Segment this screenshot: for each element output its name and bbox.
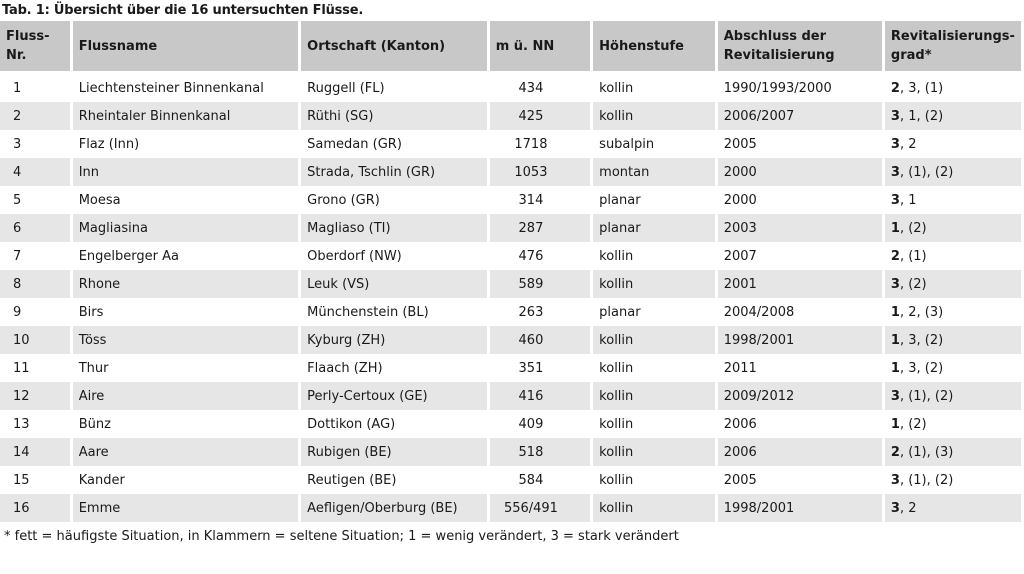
grad-other: , 1, (2) (899, 108, 944, 124)
footnote: * fett = häufigste Situation, in Klammern = seltene Situation; 1 = wenig verändert, 3 = stark verändert (4, 529, 679, 544)
grad-dominant: 3 (890, 388, 900, 404)
cell-stufe: kollin (593, 242, 715, 270)
col-header-stufe: Höhenstufe (593, 21, 715, 74)
cell-nr: 12 (0, 382, 70, 410)
grad-other: , 1 (899, 192, 917, 208)
col-header-name: Flussname (73, 21, 298, 74)
table-row (0, 102, 1021, 130)
grad-dominant: 3 (890, 192, 900, 208)
cell-hoehe: 434 (490, 74, 590, 102)
cell-abschluss: 2006 (718, 410, 882, 438)
cell-name: Rheintaler Binnenkanal (73, 102, 298, 130)
cell-abschluss: 2000 (718, 158, 882, 186)
cell-nr: 3 (0, 130, 70, 158)
cell-abschluss: 1998/2001 (718, 326, 882, 354)
cell-nr: 14 (0, 438, 70, 466)
cell-nr: 5 (0, 186, 70, 214)
cell-grad (885, 354, 1021, 382)
cell-stufe: kollin (593, 494, 715, 522)
col-header-nr: Fluss-Nr. (0, 21, 70, 74)
cell-name: Kander (73, 466, 298, 494)
cell-hoehe: 351 (490, 354, 590, 382)
cell-grad (885, 242, 1021, 270)
grad-dominant: 3 (890, 500, 900, 516)
cell-abschluss: 2009/2012 (718, 382, 882, 410)
grad-other: , (2) (899, 276, 927, 292)
cell-stufe: kollin (593, 438, 715, 466)
cell-name: Bünz (73, 410, 298, 438)
cell-ort: Kyburg (ZH) (301, 326, 487, 354)
cell-nr: 7 (0, 242, 70, 270)
cell-hoehe: 263 (490, 298, 590, 326)
table-row (0, 186, 1021, 214)
grad-dominant: 3 (890, 136, 900, 152)
cell-nr: 4 (0, 158, 70, 186)
table-row (0, 354, 1021, 382)
cell-ort: Reutigen (BE) (301, 466, 487, 494)
grad-dominant: 1 (890, 360, 900, 376)
cell-stufe: kollin (593, 410, 715, 438)
grad-other: , 2 (899, 136, 917, 152)
col-header-ort: Ortschaft (Kanton) (301, 21, 487, 74)
cell-grad (885, 298, 1021, 326)
cell-ort: Münchenstein (BL) (301, 298, 487, 326)
cell-stufe: kollin (593, 326, 715, 354)
table-row (0, 438, 1021, 466)
grad-other: , (1), (3) (899, 444, 954, 460)
col-header-abschluss-line1: Abschluss der (723, 29, 827, 44)
table-row (0, 298, 1021, 326)
cell-ort: Rubigen (BE) (301, 438, 487, 466)
col-header-abschluss (718, 21, 882, 74)
cell-grad (885, 158, 1021, 186)
grad-other: , (2) (899, 220, 927, 236)
grad-other: , 3, (1) (899, 80, 944, 96)
cell-abschluss: 2004/2008 (718, 298, 882, 326)
cell-abschluss: 1990/1993/2000 (718, 74, 882, 102)
cell-grad (885, 186, 1021, 214)
cell-nr: 8 (0, 270, 70, 298)
cell-abschluss: 2003 (718, 214, 882, 242)
cell-hoehe: 425 (490, 102, 590, 130)
cell-name: Töss (73, 326, 298, 354)
cell-hoehe: 409 (490, 410, 590, 438)
cell-hoehe: 518 (490, 438, 590, 466)
cell-nr: 16 (0, 494, 70, 522)
cell-name: Aire (73, 382, 298, 410)
cell-grad (885, 466, 1021, 494)
grad-other: , 3, (2) (899, 360, 944, 376)
col-header-grad-line2: grad* (890, 48, 932, 63)
grad-other: , (1) (899, 248, 927, 264)
table-row (0, 382, 1021, 410)
cell-nr: 1 (0, 74, 70, 102)
cell-grad (885, 382, 1021, 410)
col-header-grad-line1: Revitalisierungs- (890, 29, 1015, 44)
table-row (0, 74, 1021, 102)
cell-name: Magliasina (73, 214, 298, 242)
cell-stufe: montan (593, 158, 715, 186)
cell-ort: Dottikon (AG) (301, 410, 487, 438)
cell-abschluss: 2006/2007 (718, 102, 882, 130)
col-header-hoehe: m ü. NN (490, 21, 590, 74)
cell-ort: Grono (GR) (301, 186, 487, 214)
cell-hoehe: 476 (490, 242, 590, 270)
table-row (0, 214, 1021, 242)
table-row (0, 326, 1021, 354)
table-row (0, 158, 1021, 186)
cell-nr: 10 (0, 326, 70, 354)
grad-dominant: 1 (890, 332, 900, 348)
table-row (0, 410, 1021, 438)
cell-hoehe: 287 (490, 214, 590, 242)
cell-stufe: kollin (593, 466, 715, 494)
cell-ort: Aefligen/Oberburg (BE) (301, 494, 487, 522)
header-row (0, 21, 1021, 74)
cell-ort: Flaach (ZH) (301, 354, 487, 382)
cell-abschluss: 2001 (718, 270, 882, 298)
cell-stufe: subalpin (593, 130, 715, 158)
grad-dominant: 1 (890, 220, 900, 236)
cell-abschluss: 2007 (718, 242, 882, 270)
cell-hoehe: 589 (490, 270, 590, 298)
cell-grad (885, 438, 1021, 466)
cell-stufe: planar (593, 298, 715, 326)
grad-other: , 2 (899, 500, 917, 516)
cell-ort: Perly-Certoux (GE) (301, 382, 487, 410)
cell-ort: Rüthi (SG) (301, 102, 487, 130)
grad-other: , (2) (899, 416, 927, 432)
cell-grad (885, 494, 1021, 522)
col-header-grad (885, 21, 1021, 74)
table-body (0, 74, 1021, 522)
cell-hoehe: 1053 (490, 158, 590, 186)
grad-dominant: 3 (890, 276, 900, 292)
cell-nr: 11 (0, 354, 70, 382)
cell-grad (885, 410, 1021, 438)
col-header-abschluss-line2: Revitalisierung (723, 48, 835, 63)
cell-nr: 13 (0, 410, 70, 438)
cell-hoehe: 556/491 (490, 494, 590, 522)
grad-dominant: 3 (890, 108, 900, 124)
cell-stufe: planar (593, 186, 715, 214)
cell-name: Birs (73, 298, 298, 326)
cell-hoehe: 1718 (490, 130, 590, 158)
cell-nr: 2 (0, 102, 70, 130)
cell-nr: 6 (0, 214, 70, 242)
cell-abschluss: 1998/2001 (718, 494, 882, 522)
grad-dominant: 3 (890, 164, 900, 180)
cell-stufe: kollin (593, 382, 715, 410)
grad-dominant: 2 (890, 80, 900, 96)
cell-ort: Samedan (GR) (301, 130, 487, 158)
grad-other: , (1), (2) (899, 388, 954, 404)
cell-abschluss: 2005 (718, 466, 882, 494)
grad-dominant: 3 (890, 472, 900, 488)
cell-abschluss: 2006 (718, 438, 882, 466)
cell-abschluss: 2005 (718, 130, 882, 158)
cell-ort: Ruggell (FL) (301, 74, 487, 102)
cell-name: Emme (73, 494, 298, 522)
grad-dominant: 1 (890, 416, 900, 432)
cell-name: Inn (73, 158, 298, 186)
cell-nr: 9 (0, 298, 70, 326)
cell-name: Liechtensteiner Binnenkanal (73, 74, 298, 102)
table-row (0, 242, 1021, 270)
grad-other: , (1), (2) (899, 164, 954, 180)
rivers-table (0, 21, 1024, 522)
cell-stufe: kollin (593, 102, 715, 130)
cell-grad (885, 326, 1021, 354)
cell-grad (885, 74, 1021, 102)
cell-hoehe: 416 (490, 382, 590, 410)
cell-name: Moesa (73, 186, 298, 214)
cell-ort: Leuk (VS) (301, 270, 487, 298)
table-row (0, 130, 1021, 158)
cell-name: Thur (73, 354, 298, 382)
cell-ort: Magliaso (TI) (301, 214, 487, 242)
cell-name: Flaz (Inn) (73, 130, 298, 158)
cell-grad (885, 102, 1021, 130)
grad-other: , (1), (2) (899, 472, 954, 488)
cell-nr: 15 (0, 466, 70, 494)
cell-grad (885, 214, 1021, 242)
grad-other: , 3, (2) (899, 332, 944, 348)
cell-hoehe: 584 (490, 466, 590, 494)
cell-name: Engelberger Aa (73, 242, 298, 270)
cell-hoehe: 314 (490, 186, 590, 214)
cell-name: Aare (73, 438, 298, 466)
table-row (0, 466, 1021, 494)
grad-dominant: 2 (890, 444, 900, 460)
cell-abschluss: 2011 (718, 354, 882, 382)
cell-ort: Oberdorf (NW) (301, 242, 487, 270)
cell-hoehe: 460 (490, 326, 590, 354)
cell-stufe: kollin (593, 354, 715, 382)
grad-dominant: 1 (890, 304, 900, 320)
cell-ort: Strada, Tschlin (GR) (301, 158, 487, 186)
cell-stufe: planar (593, 214, 715, 242)
cell-stufe: kollin (593, 270, 715, 298)
grad-other: , 2, (3) (899, 304, 944, 320)
cell-name: Rhone (73, 270, 298, 298)
cell-grad (885, 270, 1021, 298)
cell-grad (885, 130, 1021, 158)
grad-dominant: 2 (890, 248, 900, 264)
table-caption: Tab. 1: Übersicht über die 16 untersuchten Flüsse. (2, 3, 364, 18)
cell-abschluss: 2000 (718, 186, 882, 214)
cell-stufe: kollin (593, 74, 715, 102)
table-row (0, 270, 1021, 298)
table-row (0, 494, 1021, 522)
